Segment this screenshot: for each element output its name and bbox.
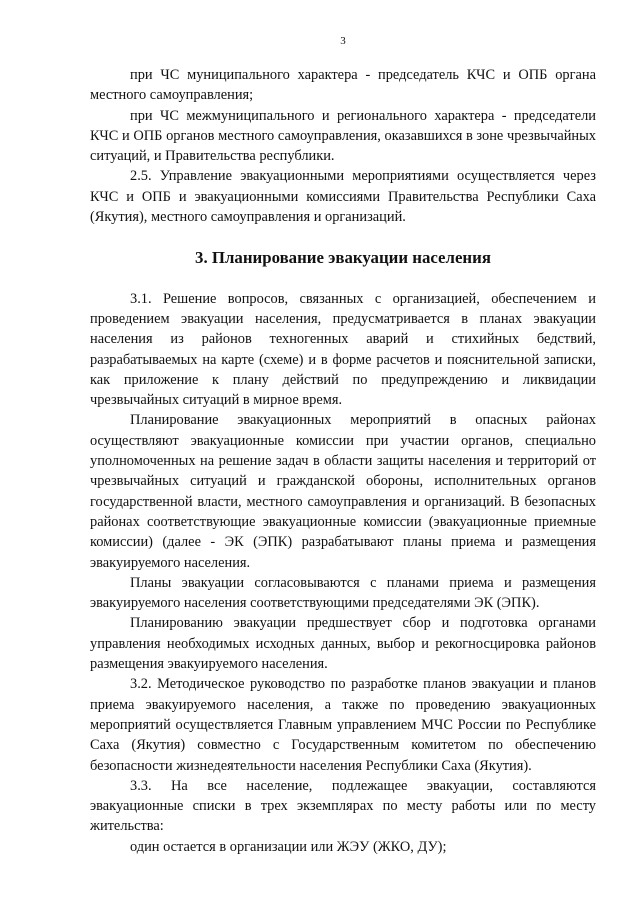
paragraph-2-5: 2.5. Управление эвакуационными мероприятиями осуществляется через КЧС и ОПБ и эвакуационными комиссиями Правительства Республики Саха (Якутия), местного самоуправления и организаций. bbox=[90, 168, 596, 226]
page-number: 3 bbox=[340, 35, 346, 47]
paragraph-3-3: 3.3. На все население, подлежащее эвакуации, составляются эвакуационные списки в трех экземплярах по месту работы или по месту жительства: bbox=[90, 777, 596, 835]
paragraph-intermunicipal-chs: при ЧС межмуниципального и регионального характера - председатели КЧС и ОПБ органов местного самоуправления, оказавшихся в зоне чрезвычайных ситуаций, и Правительства республики. bbox=[90, 107, 596, 165]
paragraph-municipal-chs: при ЧС муниципального характера - председатель КЧС и ОПБ органа местного самоуправления; bbox=[90, 67, 596, 104]
paragraph-list-copy-one: один остается в организации или ЖЭУ (ЖКО, ДУ); bbox=[130, 838, 447, 855]
paragraph-3-1: 3.1. Решение вопросов, связанных с организацией, обеспечением и проведением эвакуации населения, предусматривается в планах эвакуации населения из районов техногенных аварий и стихийных бедствий, разрабатываемых на карте (схеме) и в форме расчетов и пояснительной записки, как приложение к плану действий по предупреждению и ликвидации чрезвычайных ситуаций в мирное время. bbox=[90, 290, 596, 409]
paragraph-3-2: 3.2. Методическое руководство по разработке планов эвакуации и планов приема эвакуируемого населения, а также по проведению эвакуационных мероприятий осуществляется Главным управлением МЧС России по Республике Саха (Якутия) совместно с Государственным комитетом по обеспечению безопасности жизнедеятельности населения Республики Саха (Якутия). bbox=[90, 676, 596, 774]
section-heading: 3. Планирование эвакуации населения bbox=[195, 248, 491, 268]
paragraph-evacuation-planning: Планирование эвакуационных мероприятий в опасных районах осуществляют эвакуационные комиссии при участии органов, специально уполномоченных на решение задач в области защиты населения и территорий от чрезвычайных ситуаций и гражданской обороны, исполнительных органов государственной власти, местного самоуправления и организаций. В безопасных районах соответствующие эвакуационные комиссии (эвакуационные приемные комиссии) (далее - ЭК (ЭПК) разрабатывают планы приема и размещения эвакуируемого населения. bbox=[90, 412, 596, 571]
paragraph-plan-agreement: Планы эвакуации согласовываются с планами приема и размещения эвакуируемого населения соответствующими председателями ЭК (ЭПК). bbox=[90, 574, 596, 612]
paragraph-data-collection: Планированию эвакуации предшествует сбор и подготовка органами управления необходимых исходных данных, выбор и рекогносцировка районов размещения эвакуируемого населения. bbox=[90, 615, 596, 673]
